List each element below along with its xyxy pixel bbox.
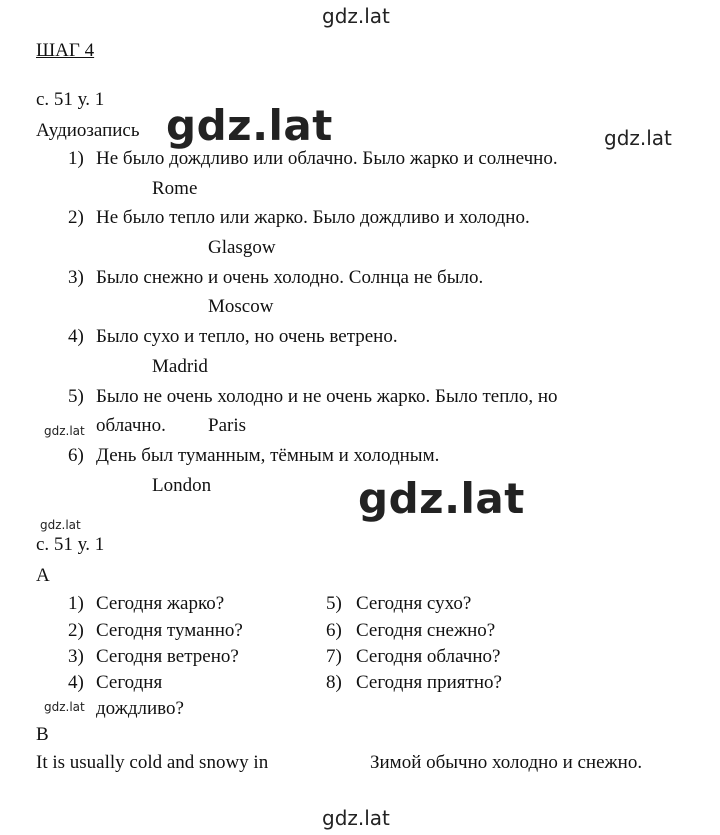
question-text: Сегодня туманно?: [96, 620, 243, 641]
item-number: 8): [326, 672, 342, 693]
item-answer: Paris: [208, 415, 246, 436]
item-number: 2): [68, 207, 84, 228]
question-text: Сегодня ветрено?: [96, 646, 239, 667]
item-text: Не было дождливо или облачно. Было жарко и солнечно.: [96, 148, 558, 169]
item-number: 3): [68, 267, 84, 288]
watermark: gdz.lat: [322, 4, 390, 28]
item-number: 7): [326, 646, 342, 667]
page-ref: с. 51 у. 1: [36, 534, 105, 555]
item-text: Было сухо и тепло, но очень ветрено.: [96, 326, 398, 347]
part-label: A: [36, 565, 50, 586]
question-text: Сегодня сухо?: [356, 593, 472, 614]
item-number: 4): [68, 326, 84, 347]
item-number: 2): [68, 620, 84, 641]
question-text: Сегодня приятно?: [356, 672, 502, 693]
question-text: Сегодня снежно?: [356, 620, 496, 641]
question-text: Сегодня: [96, 672, 163, 693]
page-ref: с. 51 у. 1: [36, 89, 105, 110]
watermark: gdz.lat: [166, 101, 333, 150]
question-text-continued: дождливо?: [96, 698, 184, 719]
item-number: 4): [68, 672, 84, 693]
item-number: 6): [326, 620, 342, 641]
item-answer: Moscow: [208, 296, 274, 317]
item-text: Было не очень холодно и не очень жарко. Было тепло, но: [96, 386, 558, 407]
item-text: День был туманным, тёмным и холодным.: [96, 445, 440, 466]
item-answer: Rome: [152, 178, 198, 199]
item-number: 3): [68, 646, 84, 667]
item-answer: Glasgow: [208, 237, 276, 258]
item-number: 6): [68, 445, 84, 466]
watermark: gdz.lat: [44, 700, 85, 714]
item-number: 1): [68, 148, 84, 169]
item-number: 5): [326, 593, 342, 614]
section-label: Аудиозапись: [36, 120, 140, 141]
russian-sentence: Зимой обычно холодно и снежно.: [370, 752, 643, 773]
item-answer: Madrid: [152, 356, 208, 377]
watermark: gdz.lat: [604, 126, 672, 150]
item-text-continued: облачно.: [96, 415, 166, 436]
item-answer: London: [152, 475, 212, 496]
english-sentence: It is usually cold and snowy in: [36, 752, 269, 773]
watermark: gdz.lat: [40, 518, 81, 532]
item-text: Не было тепло или жарко. Было дождливо и холодно.: [96, 207, 530, 228]
item-text: Было снежно и очень холодно. Солнца не было.: [96, 267, 484, 288]
watermark: gdz.lat: [44, 424, 85, 438]
watermark: gdz.lat: [358, 474, 525, 523]
question-text: Сегодня облачно?: [356, 646, 501, 667]
question-text: Сегодня жарко?: [96, 593, 225, 614]
item-number: 1): [68, 593, 84, 614]
step-heading: ШАГ 4: [36, 40, 95, 61]
watermark: gdz.lat: [322, 806, 390, 830]
item-number: 5): [68, 386, 84, 407]
part-label: B: [36, 724, 49, 745]
